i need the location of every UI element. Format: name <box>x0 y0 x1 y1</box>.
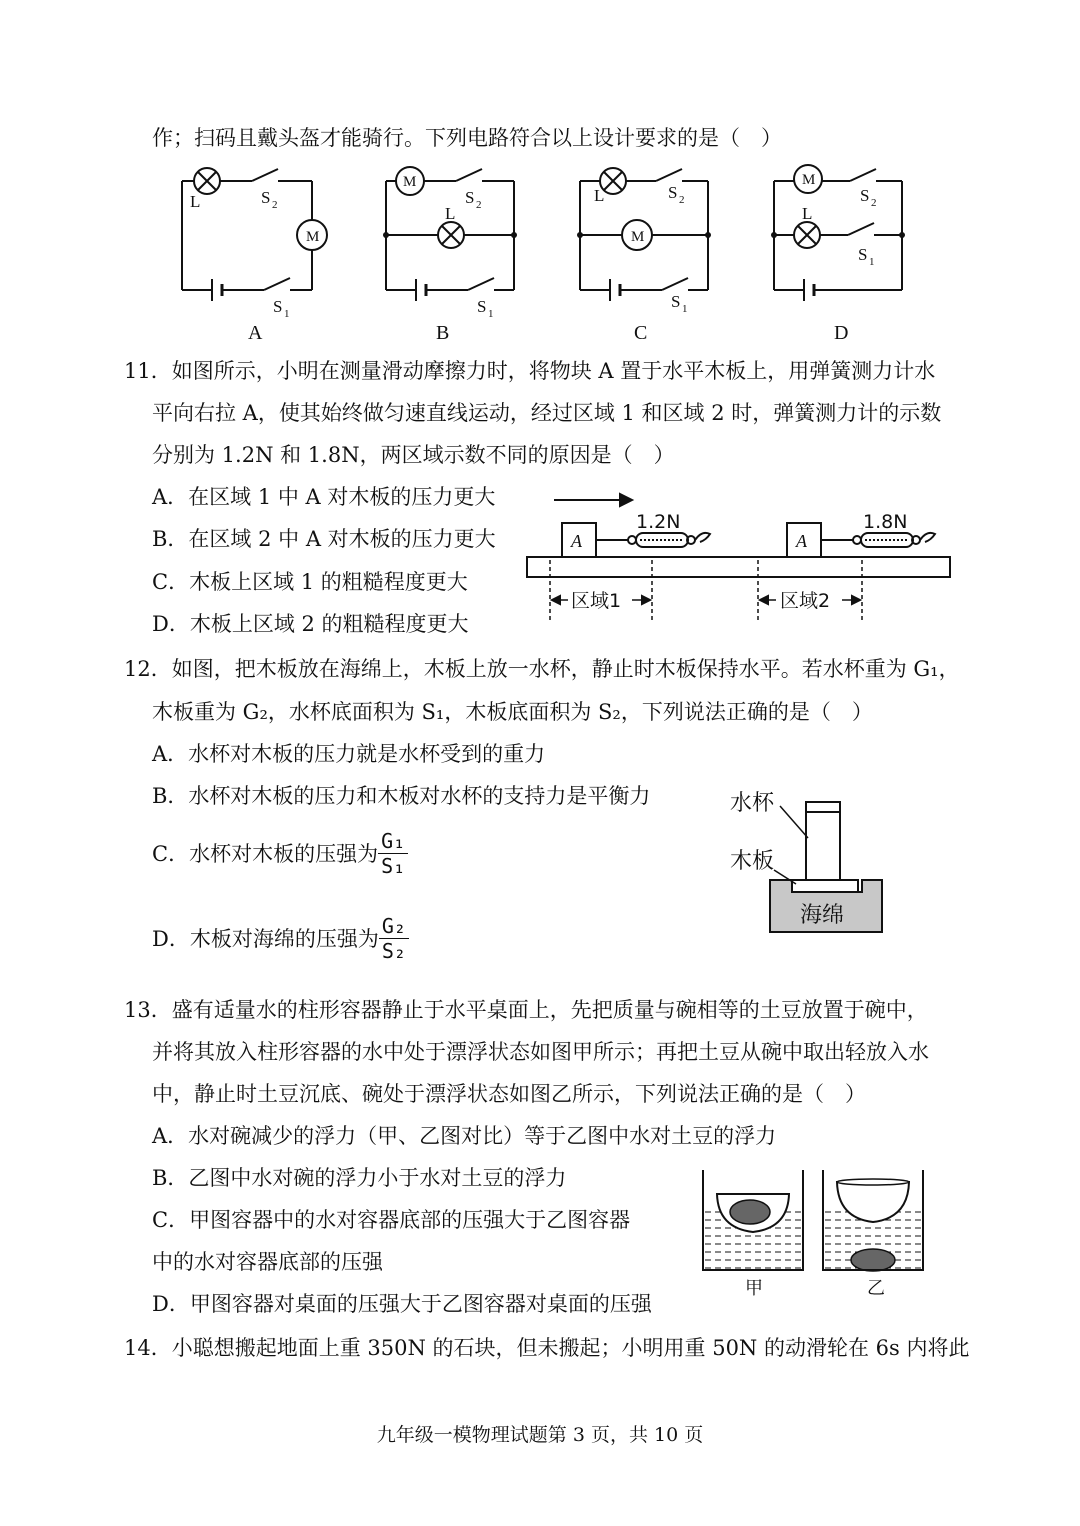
q12-option-d-text: D．木板对海绵的压强为 <box>152 926 379 951</box>
q12-cup-board-sponge-figure <box>722 780 902 940</box>
zone-2-label: 区域2 <box>780 590 831 612</box>
sponge-label: 海绵 <box>800 902 845 927</box>
label-lamp: L <box>802 204 813 223</box>
block-a-label-1: A <box>571 531 582 551</box>
q13-line1: 13．盛有适量水的柱形容器静止于水平桌面上，先把质量与碗相等的土豆放置于碗中， <box>124 998 928 1022</box>
q11-option-c[interactable]: C．木板上区域 1 的粗糙程度更大 <box>152 570 468 594</box>
q11-option-b[interactable]: B．在区域 2 中 A 对木板的压力更大 <box>152 527 496 551</box>
label-sub: 2 <box>871 197 877 209</box>
container-jia <box>703 1170 803 1270</box>
q12-option-b[interactable]: B．水杯对木板的压力和木板对水杯的支持力是平衡力 <box>152 784 651 808</box>
q13-option-c[interactable]: C．甲图容器中的水对容器底部的压强大于乙图容器 <box>152 1208 631 1232</box>
frac-denominator: S₂ <box>381 939 406 963</box>
label-lamp: L <box>594 186 605 205</box>
q10-circuit-figures <box>170 155 930 350</box>
label-sub: 1 <box>488 308 494 320</box>
label-sub: 1 <box>284 308 290 320</box>
q12-option-c-text: C．水杯对木板的压强为 <box>152 841 379 866</box>
label-switch1: S <box>477 297 487 316</box>
caption-b: B <box>436 322 450 344</box>
container-yi <box>823 1170 923 1271</box>
q11-option-d[interactable]: D．木板上区域 2 的粗糙程度更大 <box>152 612 469 636</box>
label-switch1: S <box>273 297 283 316</box>
q13-line3: 中，静止时土豆沉底、碗处于漂浮状态如图乙所示，下列说法正确的是（ ） <box>152 1082 866 1106</box>
label-sub: 2 <box>476 199 482 211</box>
board-label: 木板 <box>730 848 775 873</box>
q13-bowl-potato-figure <box>695 1168 935 1302</box>
page-footer: 九年级一模物理试题第 3 页，共 10 页 <box>376 1424 704 1446</box>
q12-option-d[interactable] <box>152 914 409 963</box>
q13-line2: 并将其放入柱形容器的水中处于漂浮状态如图甲所示；再把土豆从碗中取出轻放入水 <box>152 1040 929 1064</box>
q11-line3: 分别为 1.2N 和 1.8N，两区域示数不同的原因是（ ） <box>152 443 675 467</box>
caption-c: C <box>634 322 648 344</box>
q11-line1: 11．如图所示，小明在测量滑动摩擦力时，将物块 A 置于水平木板上，用弹簧测力计水 <box>124 359 936 383</box>
label-motor: M <box>631 229 645 245</box>
label-switch1: S <box>858 245 868 264</box>
frac-numerator: G₁ <box>378 829 408 854</box>
frac-numerator: G₂ <box>379 914 409 939</box>
q13-option-c-cont: 中的水对容器底部的压强 <box>152 1250 383 1274</box>
q11-friction-figure <box>520 490 960 625</box>
q10-question-tail: 作；扫码且戴头盔才能骑行。下列电路符合以上设计要求的是（ ） <box>152 126 782 150</box>
label-sub: 1 <box>869 256 875 268</box>
q11-line2: 平向右拉 A，使其始终做匀速直线运动，经过区域 1 和区域 2 时，弹簧测力计的示数 <box>152 401 942 425</box>
q13-option-b[interactable]: B．乙图中水对碗的浮力小于水对土豆的浮力 <box>152 1166 567 1190</box>
zone-1-label: 区域1 <box>571 590 622 612</box>
label-sub: 2 <box>272 199 278 211</box>
label-switch2: S <box>860 186 870 205</box>
caption-a: A <box>248 322 263 344</box>
q12-line2: 木板重为 G₂，水杯底面积为 S₁，木板底面积为 S₂，下列说法正确的是（ ） <box>152 700 873 724</box>
label-lamp: L <box>190 192 201 211</box>
label-sub: 2 <box>679 194 685 206</box>
fraction-g2-s2 <box>379 914 409 963</box>
label-sub: 1 <box>682 303 688 315</box>
label-motor: M <box>306 229 320 245</box>
caption-d: D <box>834 322 849 344</box>
q13-option-d[interactable]: D．甲图容器对桌面的压强大于乙图容器对桌面的压强 <box>152 1292 652 1316</box>
circuit-d <box>774 165 902 301</box>
reading-2: 1.8N <box>863 511 908 533</box>
label-switch2: S <box>261 188 271 207</box>
label-switch1: S <box>671 292 681 311</box>
q12-option-a[interactable]: A．水杯对木板的压力就是水杯受到的重力 <box>152 742 546 766</box>
reading-1: 1.2N <box>636 511 681 533</box>
q11-option-a[interactable]: A．在区域 1 中 A 对木板的压力更大 <box>152 485 496 509</box>
label-motor: M <box>802 172 816 188</box>
label-jia: 甲 <box>745 1278 763 1298</box>
block-a-label-2: A <box>796 531 807 551</box>
q12-line1: 12．如图，把木板放在海绵上，木板上放一水杯，静止时木板保持水平。若水杯重为 G₁， <box>124 657 960 681</box>
label-lamp: L <box>445 204 456 223</box>
cup-label: 水杯 <box>730 790 775 815</box>
fraction-g1-s1 <box>378 829 408 878</box>
q14-line1: 14．小聪想搬起地面上重 350N 的石块，但未搬起；小明用重 50N 的动滑轮在 6s 内将此 <box>124 1336 970 1360</box>
label-switch2: S <box>465 188 475 207</box>
frac-denominator: S₁ <box>381 854 406 878</box>
q13-option-a[interactable]: A．水对碗减少的浮力（甲、乙图对比）等于乙图中水对土豆的浮力 <box>152 1124 777 1148</box>
label-yi: 乙 <box>867 1278 885 1298</box>
label-switch2: S <box>668 183 678 202</box>
label-motor: M <box>403 174 417 190</box>
q12-option-c[interactable] <box>152 829 408 878</box>
